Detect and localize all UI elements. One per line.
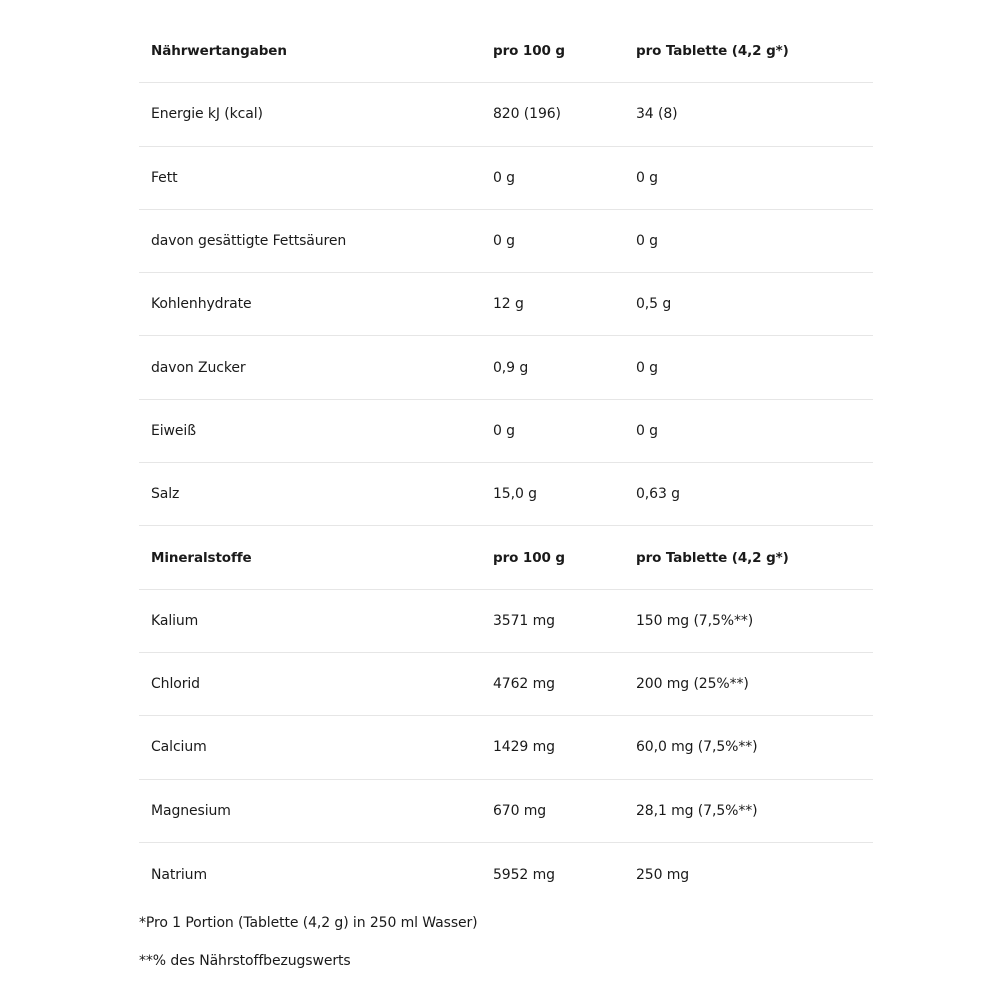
mineral-name: Chlorid — [151, 676, 200, 693]
nutrient-name: davon gesättigte Fettsäuren — [151, 233, 347, 250]
nutrition-table — [139, 20, 873, 906]
value-per-100g: 0 g — [493, 422, 515, 439]
value-per-100g: 5952 mg — [493, 866, 555, 883]
value-per-tablet: 60,0 mg (7,5%**) — [636, 739, 758, 756]
value-per-100g: 12 g — [493, 296, 524, 313]
nutrient-name: Salz — [151, 486, 180, 503]
table-row — [139, 210, 873, 273]
nutrient-name: Kohlenhydrate — [151, 296, 252, 313]
footnote-portion: *Pro 1 Portion (Tablette (4,2 g) in 250 ml Wasser) — [139, 915, 478, 931]
table-header-row-nutrition — [139, 20, 873, 83]
table-row — [139, 716, 873, 779]
column-header-nutrient: Nährwertangaben — [151, 43, 287, 60]
column-header-mineral: Mineralstoffe — [151, 549, 252, 566]
value-per-100g: 820 (196) — [493, 106, 561, 123]
value-per-tablet: 250 mg — [636, 866, 690, 883]
table-row — [139, 83, 873, 146]
value-per-tablet: 0 g — [636, 422, 658, 439]
column-header-per-tablet: pro Tablette (4,2 g*) — [636, 549, 789, 566]
nutrient-name: davon Zucker — [151, 359, 246, 376]
table-header-row-minerals — [139, 526, 873, 589]
table-row — [139, 273, 873, 336]
value-per-tablet: 0 g — [636, 359, 658, 376]
value-per-tablet: 0 g — [636, 233, 658, 250]
nutrient-name: Eiweiß — [151, 422, 196, 439]
value-per-100g: 1429 mg — [493, 739, 555, 756]
value-per-tablet: 0 g — [636, 169, 658, 186]
value-per-100g: 0 g — [493, 169, 515, 186]
table-row — [139, 590, 873, 653]
mineral-name: Kalium — [151, 612, 199, 629]
table-row — [139, 336, 873, 399]
value-per-tablet: 34 (8) — [636, 106, 678, 123]
column-header-per-100g: pro 100 g — [493, 549, 565, 566]
value-per-100g: 3571 mg — [493, 612, 555, 629]
column-header-per-100g: pro 100 g — [493, 43, 565, 60]
mineral-name: Natrium — [151, 866, 207, 883]
nutrient-name: Fett — [151, 169, 178, 186]
value-per-100g: 4762 mg — [493, 676, 555, 693]
value-per-tablet: 200 mg (25%**) — [636, 676, 749, 693]
value-per-100g: 670 mg — [493, 802, 547, 819]
value-per-100g: 0 g — [493, 233, 515, 250]
table-row — [139, 463, 873, 526]
table-row — [139, 843, 873, 906]
nutrient-name: Energie kJ (kcal) — [151, 106, 263, 123]
value-per-100g: 0,9 g — [493, 359, 529, 376]
table-row — [139, 400, 873, 463]
value-per-100g: 15,0 g — [493, 486, 537, 503]
footnote-reference-value: **% des Nährstoffbezugswerts — [139, 953, 351, 969]
value-per-tablet: 28,1 mg (7,5%**) — [636, 802, 758, 819]
mineral-name: Calcium — [151, 739, 207, 756]
table-row — [139, 653, 873, 716]
value-per-tablet: 0,5 g — [636, 296, 672, 313]
value-per-tablet: 150 mg (7,5%**) — [636, 612, 754, 629]
value-per-tablet: 0,63 g — [636, 486, 680, 503]
mineral-name: Magnesium — [151, 802, 231, 819]
table-row — [139, 147, 873, 210]
table-row — [139, 780, 873, 843]
column-header-per-tablet: pro Tablette (4,2 g*) — [636, 43, 789, 60]
